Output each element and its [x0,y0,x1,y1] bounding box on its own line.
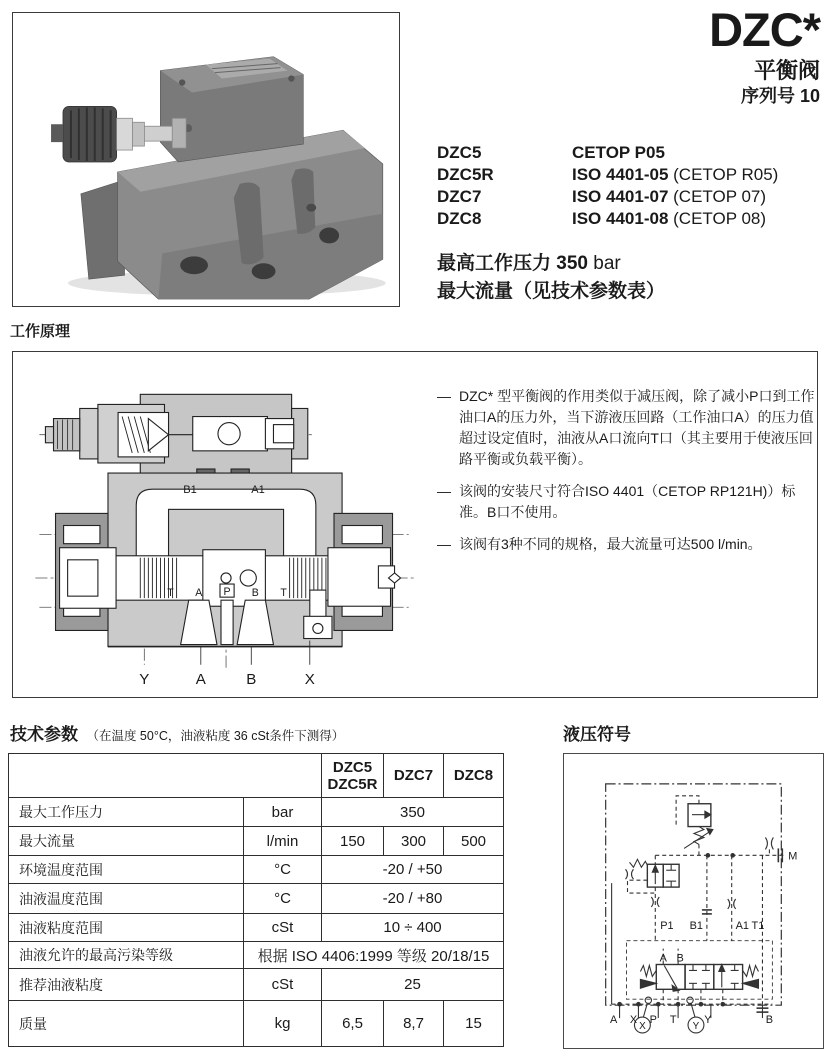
table-row [9,969,504,1001]
working-principle-box [12,351,818,698]
symbol-label-p1: P1 [660,919,674,932]
col-header-dzc5: DZC5 DZC5R [322,754,384,798]
row-label: 油液粘度范围 [9,914,244,942]
row-value: 300 [384,827,444,856]
max-flow-line: 最大流量（见技术参数表） [437,281,666,302]
bullet-text: 该阀有3种不同的规格，最大流量可达500 l/min。 [459,536,762,552]
model-row [437,208,778,230]
row-unit: °C [244,856,322,884]
title-block [709,4,820,108]
cross-section-diagram [19,356,423,692]
bullet-text: 该阀的安装尺寸符合ISO 4401（CETOP RP121H)）标准。B口不使用。 [459,483,796,520]
table-row [9,914,504,942]
table-row [9,942,504,969]
model-row [437,142,778,164]
product-photo [13,13,397,304]
row-label: 油液允许的最高污染等级 [9,942,244,969]
row-value: 25 [322,969,504,1001]
row-value: 10 ÷ 400 [322,914,504,942]
model-standard: ISO 4401-08 [572,209,669,228]
row-label: 环境温度范围 [9,856,244,884]
series-label: 序列号 10 [740,86,820,106]
row-value: 500 [444,827,504,856]
row-unit: bar [244,798,322,827]
symbol-label-y: Y [704,1014,712,1027]
working-principle-text [437,386,819,566]
hydraulic-symbol-diagram [564,754,821,1046]
table-row [9,884,504,914]
row-label: 推荐油液粘度 [9,969,244,1001]
table-row [9,827,504,856]
table-row [9,856,504,884]
bullet-marker: — [437,536,451,552]
working-principle-heading: 工作原理 [10,323,71,340]
row-value: -20 / +50 [322,856,504,884]
tech-params-condition: （在温度 50°C，油液粘度 36 cSt条件下测得） [86,729,345,743]
model-standard-note: (CETOP 07) [668,187,767,206]
symbol-label-m: M [788,850,798,863]
product-photo-frame [12,12,400,307]
row-unit: °C [244,884,322,914]
tech-params-table [8,753,504,1047]
row-value: 15 [444,1001,504,1047]
symbol-label-b: B [765,1014,774,1027]
model-row [437,164,778,186]
table-row [9,798,504,827]
row-unit: cSt [244,969,322,1001]
col-header-dzc7: DZC7 [384,754,444,798]
symbol-label-t: T [669,1014,677,1027]
port-label-b1: B1 [183,484,197,497]
summary-block [437,250,665,306]
table-row [9,1001,504,1047]
symbol-label-b1: B1 [689,919,703,932]
symbol-label-a: A [609,1014,618,1027]
row-unit: cSt [244,914,322,942]
symbol-label-x: X [629,1014,638,1027]
row-label: 最大流量 [9,827,244,856]
port-label-t-left: T [167,587,174,600]
row-value: 6,5 [322,1001,384,1047]
bottom-label-y: Y [139,670,150,688]
model-name: DZC7 [437,187,482,206]
tech-params-heading [10,720,344,745]
port-label-b: B [251,587,259,600]
port-label-a: A [195,587,203,600]
symbol-label-x-circle: X [639,1020,646,1032]
bullet-item [437,534,819,555]
port-label-p: P [223,586,231,599]
row-value: 350 [322,798,504,827]
col-header-dzc8: DZC8 [444,754,504,798]
page-title: DZC* [709,3,820,56]
bullet-marker: — [437,388,451,404]
row-label: 最大工作压力 [9,798,244,827]
bottom-label-b: B [246,670,257,688]
row-unit: l/min [244,827,322,856]
symbol-label-y-circle: Y [692,1020,700,1032]
hydraulic-symbol-box [563,753,824,1049]
bullet-item [437,386,819,470]
max-pressure-unit: bar [587,253,621,274]
max-pressure-line: 最高工作压力 350 bar [437,253,621,274]
bottom-label-a: A [195,670,206,688]
bullet-item [437,481,819,523]
bullet-text: DZC* 型平衡阀的作用类似于减压阀，除了减小P口到工作油口A的压力外，当下游液压回路（工作油口A）的压力值超过设定值时，油液从A口流向T口（其主要用于使液压回路平衡或负载平衡）。 [459,388,815,467]
port-label-a1: A1 [251,484,265,497]
row-label: 油液温度范围 [9,884,244,914]
symbol-label-b-top: B [676,952,684,965]
tech-params-title: 技术参数 [10,725,78,744]
row-unit: kg [244,1001,322,1047]
model-name: DZC8 [437,209,482,228]
row-value: 8,7 [384,1001,444,1047]
bullet-marker: — [437,483,451,499]
table-header-row [9,754,504,798]
bottom-label-x: X [304,670,315,688]
symbol-label-p: P [649,1014,657,1027]
row-value: -20 / +80 [322,884,504,914]
symbol-label-a1: A1 [735,919,750,932]
model-name: DZC5R [437,165,494,184]
hydraulic-symbol-heading: 液压符号 [563,725,631,744]
row-value: 根据 ISO 4406:1999 等级 20/18/15 [244,942,504,969]
model-standard-note: (CETOP 08) [668,209,767,228]
page-subtitle: 平衡阀 [753,58,820,83]
port-label-t-right: T [280,587,287,600]
model-standard-note: (CETOP R05) [668,165,779,184]
model-standard: ISO 4401-05 [572,165,669,184]
max-pressure-value: 350 [556,253,588,274]
row-value: 150 [322,827,384,856]
model-standard: CETOP P05 [572,143,665,162]
row-label: 质量 [9,1001,244,1047]
symbol-label-t1: T1 [751,919,765,932]
model-name: DZC5 [437,143,482,162]
symbol-label-a-top: A [659,952,667,965]
model-row [437,186,778,208]
model-list [437,142,778,230]
model-standard: ISO 4401-07 [572,187,669,206]
